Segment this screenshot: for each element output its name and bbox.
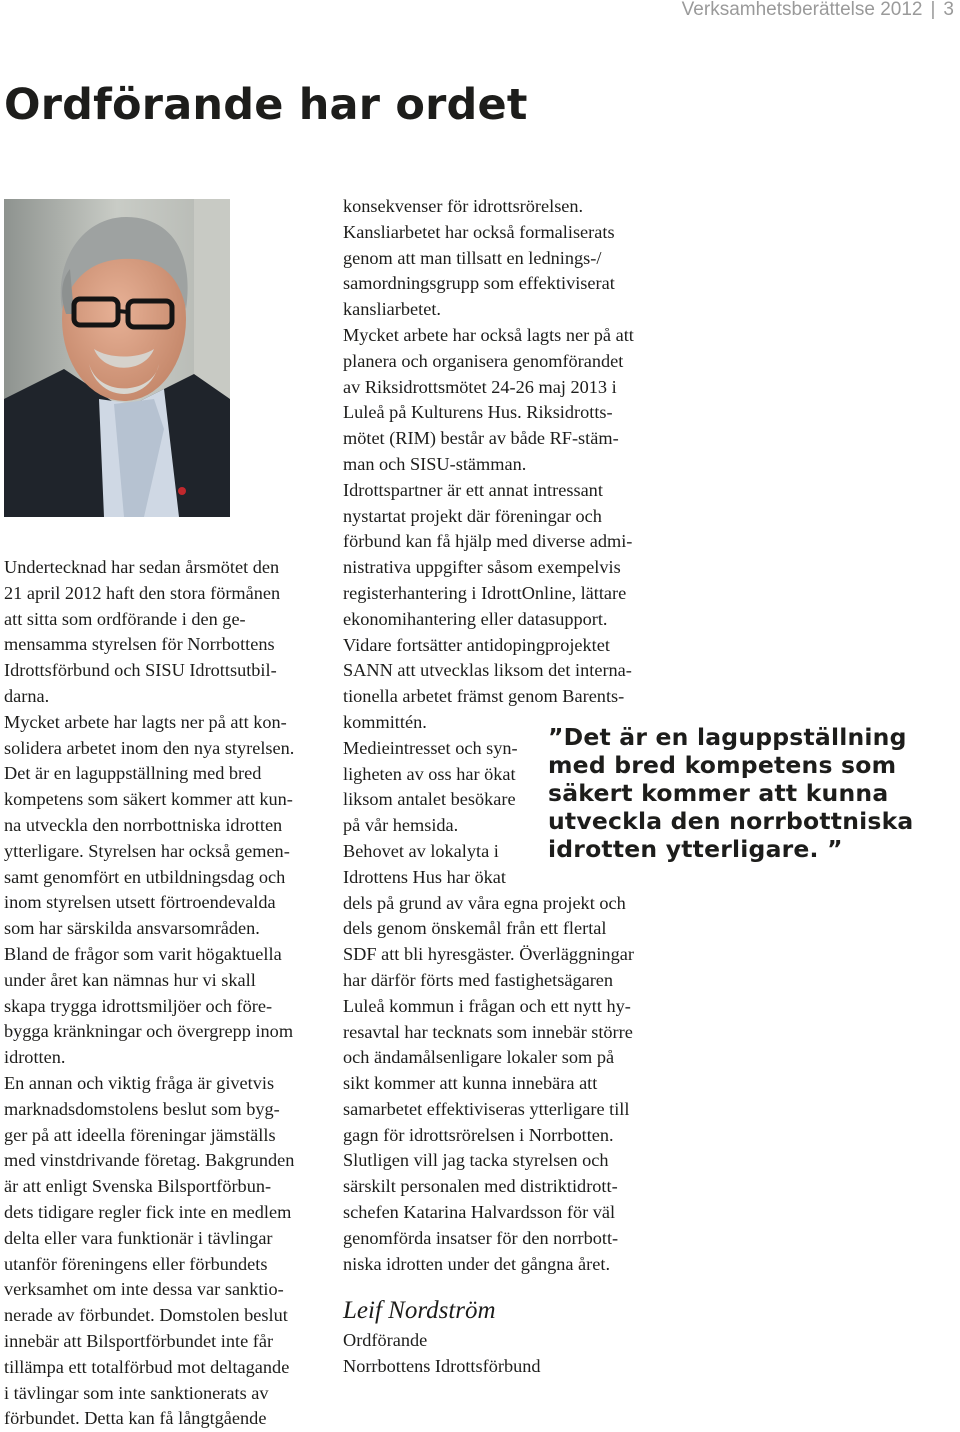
right-column-text: konsekvenser för idrottsrörelsen. Kansliarbetet har också formaliserats genom att man tillsatt en lednings-/ samordningsgrupp som effektiviserat kansliarbetet. Mycket arbete har också lagts ner på att planera och organisera genomförandet av Riksidrottsmötet 24-26 maj 2013 i Luleå på Kulturens Hus. Riksidrotts- mötet (RIM) består av både RF-stäm- man och SISU-stämman. Idrottspartner är ett annat intressant nystartat projekt där föreningar och förbund kan få hjälp med diverse admi- nistrativa uppgifter såsom exempelvis registerhantering i IdrottOnline, lättare ekonomihantering eller datasupport. Vidare fortsätter antidopingprojektet SANN att utvecklas liksom det interna- tionella arbetet främst genom Barents- kommittén. Medieintresset och syn- ligheten av oss har ökat liksom antalet besökare på vår hemsida. Behovet av lokalyta i Idrottens Hus har ökat dels på grund av våra egna projekt och dels genom önskemål från ett flertal SDF att bli hyresgäster. Överläggningar har därför förts med fastighetsägaren Luleå kommun i frågan och ett nytt hy- resavtal har tecknats som innebär större och ändamålsenligare lokaler som på sikt kommer att kunna innebära att samarbetet effektiviseras ytterligare till gagn för idrottsrörelsen i Norrbotten. Slutligen vill jag tacka styrelsen och särskilt personalen med distriktidrott- schefen Katarina Halvardsson för väl genomförda insatser för den norrbott- niska idrotten under det gångna året. [343, 196, 634, 1274]
signature-organization: Norrbottens Idrottsförbund [343, 1356, 541, 1376]
signature-role: Ordförande [343, 1330, 428, 1350]
chairman-portrait-photo [4, 199, 230, 517]
page-title: Ordförande har ordet [4, 80, 528, 130]
page-header [682, 0, 954, 22]
signature-name: Leif Nordström [343, 1297, 496, 1324]
portrait-photo-icon [4, 199, 230, 517]
page-number: 3 [943, 0, 954, 20]
report-title: Verksamhetsberättelse 2012 [681, 0, 923, 20]
pull-quote: ”Det är en laguppställning med bred kompetens som säkert kommer att kunna utveckla den norrbottniska idrotten ytterligare. ” [548, 723, 914, 863]
left-column-text: Undertecknad har sedan årsmötet den 21 april 2012 haft den stora förmånen att sitta som ordförande i den ge- mensamma styrelsen för Norrbottens Idrottsförbund och SISU Idrottsutbil- darna. Mycket arbete har lagts ner på att kon- solidera arbetet inom den nya styrelsen. Det är en laguppställning med bred kompetens som säkert kommer att kun- na utveckla den norrbottniska idrotten ytterligare. Styrelsen har också gemen- samt genomfört en utbildningsdag och inom styrelsen utsett förtroendevalda som har särskilda ansvarsområden. Bland de frågor som varit högaktuella under året kan nämnas hur vi skall skapa trygga idrottsmiljöer och före- bygga kränkningar och övergrepp inom idrotten. En annan och viktig fråga är givetvis marknadsdomstolens beslut som byg- ger på att ideella föreningar jämställs med vinstdrivande företag. Bakgrunden är att enligt Svenska Bilsportförbun- dets tidigare regler fick inte en medlem delta eller vara funktionär i tävlingar utanför föreningens eller förbundets verksamhet om inte dessa var sanktio- nerade av förbundet. Domstolen beslut innebär att Bilsportförbundet inte får tillämpa ett totalförbud mot deltagande i tävlingar som inte sanktionerats av förbundet. Detta kan få långtgående [4, 557, 295, 1429]
header-separator: | [930, 0, 936, 20]
